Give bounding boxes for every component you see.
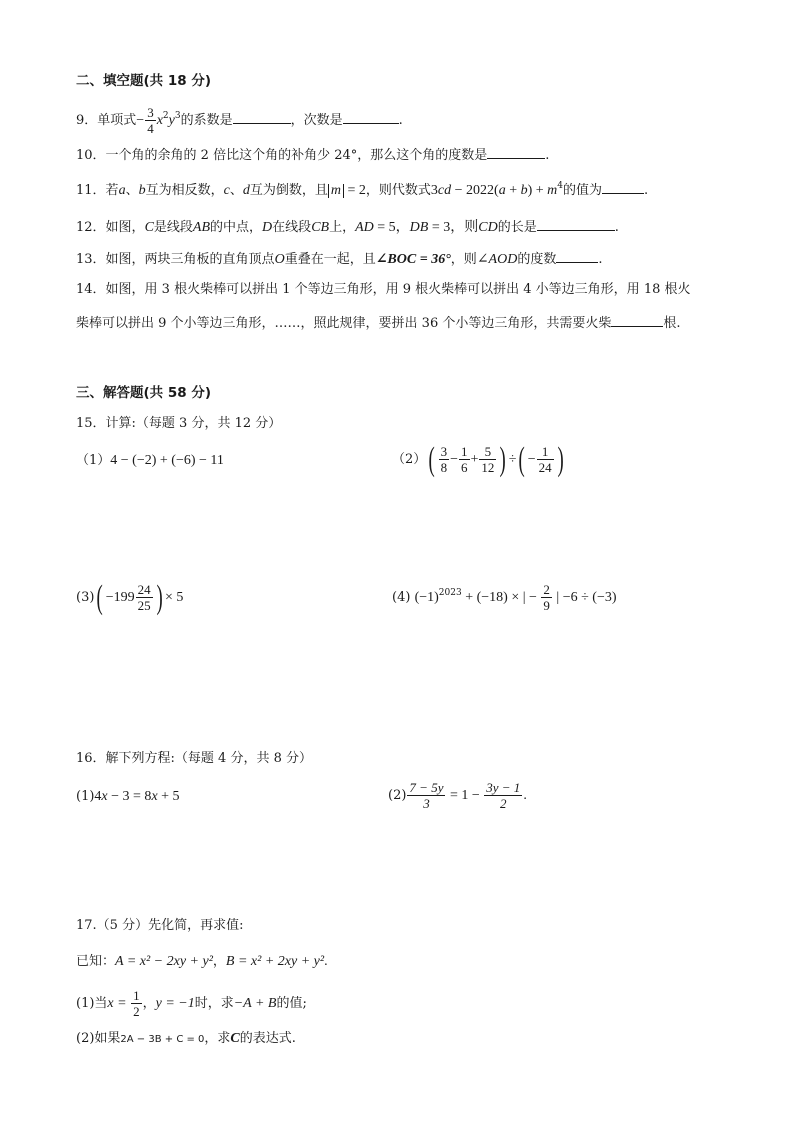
q15-p1-expr: 4 − (−2) + (−6) − 11 bbox=[110, 453, 224, 468]
q16-p2-f2d: 2 bbox=[500, 796, 507, 811]
q9-frac-den: 4 bbox=[147, 121, 154, 136]
q16-p1-b: − 3 = 8 bbox=[107, 789, 152, 804]
question-10 bbox=[76, 145, 549, 165]
q15-p2-label: （2） bbox=[392, 452, 427, 467]
q12-number: 12． bbox=[76, 220, 106, 235]
q15-p2-f3d: 12 bbox=[481, 460, 495, 475]
q13-t4: 的度数 bbox=[517, 252, 557, 267]
q16-p2-mid: = 1 − bbox=[446, 788, 484, 803]
q14-blank[interactable] bbox=[611, 313, 663, 327]
q17-p2-t: ，求 bbox=[204, 1031, 231, 1046]
q12-t2: 是线段 bbox=[153, 220, 193, 235]
q12-t1: 如图， bbox=[105, 220, 145, 235]
q15-p2-f4d: 24 bbox=[538, 460, 552, 475]
q11-expr1: 3 bbox=[430, 183, 438, 198]
q15-p2-neg: − bbox=[527, 452, 536, 467]
q12-t7: = 3，则 bbox=[428, 220, 479, 235]
q13-t2: 重叠在一起，且 bbox=[284, 252, 376, 267]
q16-title: 16．解下列方程:（每题 4 分，共 8 分） bbox=[76, 751, 312, 766]
q12-blank[interactable] bbox=[537, 217, 615, 231]
q11-number: 11． bbox=[76, 183, 106, 198]
q16-p1-x2: x bbox=[151, 789, 158, 804]
q12-CD: CD bbox=[478, 220, 498, 235]
q15-p4-base: (−1) bbox=[414, 590, 439, 605]
q9-text2: 的系数是 bbox=[180, 113, 233, 128]
q13-angle-boc: ∠BOC = 36° bbox=[375, 252, 451, 267]
q17-given-prefix: 已知： bbox=[76, 954, 116, 969]
section2-title: 二、填空题(共 18 分) bbox=[76, 73, 212, 89]
q14-line2a: 柴棒可以拼出 9 个小等边三角形，……，照此规律，要拼出 36 个小等边三角形，共需要火柴 bbox=[76, 316, 612, 331]
q17-p1-x: x = bbox=[107, 996, 131, 1011]
q15-p3-fn: 24 bbox=[137, 582, 151, 597]
q15-p3-neg: −199 bbox=[105, 590, 135, 605]
q15-p2-frac4 bbox=[537, 445, 554, 474]
question-12 bbox=[76, 217, 619, 237]
q17-p2-C: C bbox=[230, 1031, 240, 1046]
q11-a: a bbox=[118, 183, 126, 198]
q16-p2-end: . bbox=[523, 788, 527, 803]
q15-part4 bbox=[392, 578, 617, 618]
q11-ab-a: a bbox=[498, 183, 506, 198]
q12-end: . bbox=[614, 220, 619, 235]
q12-t3: 的中点， bbox=[210, 220, 263, 235]
q17-p2-end: 的表达式. bbox=[239, 1031, 296, 1046]
q17-p2-label: (2)如果 bbox=[76, 1031, 121, 1046]
q15-p3-fd: 25 bbox=[137, 598, 151, 613]
q16-p2-label: (2) bbox=[388, 788, 407, 803]
q11-d: d bbox=[242, 183, 250, 198]
q12-CB: CB bbox=[311, 220, 330, 235]
q15-p4-label: (4) bbox=[392, 590, 411, 605]
q11-b: b bbox=[138, 183, 146, 198]
q9-number: 9． bbox=[76, 113, 98, 128]
question-14-line1: 14．如图，用 3 根火柴棒可以拼出 1 个等边三角形，用 9 根火柴棒可以拼出 4 小等边三角形，用 18 根火 bbox=[76, 282, 691, 297]
q17-part2 bbox=[76, 1030, 296, 1049]
q11-c: c bbox=[223, 183, 230, 198]
q15-p2-f2n: 1 bbox=[461, 444, 468, 459]
q15-p3-label: (3) bbox=[76, 590, 95, 605]
section3-title: 三、解答题(共 58 分) bbox=[76, 385, 212, 401]
q9-fraction bbox=[145, 106, 156, 135]
question-11 bbox=[76, 180, 648, 200]
q12-t4: 在线段 bbox=[272, 220, 312, 235]
q15-part1 bbox=[76, 452, 224, 470]
q9-end: . bbox=[398, 113, 403, 128]
q13-blank[interactable] bbox=[556, 249, 598, 263]
q15-p2-frac1 bbox=[439, 445, 450, 474]
question-9 bbox=[76, 106, 403, 135]
q15-p4-frac bbox=[541, 583, 552, 612]
q15-p3-frac bbox=[136, 583, 153, 612]
q15-p4-fn: 2 bbox=[543, 582, 550, 597]
q10-text: 一个角的余角的 2 倍比这个角的补角少 24°，那么这个角的度数是 bbox=[105, 148, 488, 163]
q12-t8: 的长是 bbox=[497, 220, 537, 235]
question-14-line2 bbox=[76, 313, 680, 333]
q11-ab-b: b bbox=[520, 183, 528, 198]
q17-title: 17.（5 分）先化简，再求值: bbox=[76, 918, 244, 933]
q15-title: 15．计算:（每题 3 分，共 12 分） bbox=[76, 416, 282, 431]
q12-t5: 上， bbox=[329, 220, 356, 235]
q16-p2-f1n: 7 − 5y bbox=[409, 780, 444, 795]
q17-p1-frac bbox=[131, 989, 142, 1018]
q14-line2b: 根. bbox=[663, 316, 681, 331]
q11-rparen: ) bbox=[527, 183, 533, 198]
q15-p2-f4n: 1 bbox=[537, 445, 554, 460]
q15-p2-f1d: 8 bbox=[440, 460, 448, 475]
q11-lparen: ( bbox=[494, 183, 499, 198]
q17-comma: ， bbox=[212, 954, 226, 969]
q11-expr2: − 2022 bbox=[451, 183, 495, 198]
q11-t5: 的值为 bbox=[563, 183, 603, 198]
q15-p2-div: ÷ bbox=[508, 452, 517, 467]
q9-y-exp: 3 bbox=[174, 111, 181, 121]
q9-text1: 单项式 bbox=[97, 113, 137, 128]
q15-p2-lparen: ( bbox=[428, 440, 436, 478]
q17-A-expr: A = x² − 2xy + y² bbox=[115, 954, 213, 969]
q17-period: . bbox=[324, 954, 328, 969]
q9-y: y bbox=[168, 113, 175, 128]
q17-p1-fd: 2 bbox=[133, 1004, 140, 1019]
q10-end: . bbox=[545, 148, 550, 163]
q13-t1: 如图，两块三角板的直角顶点 bbox=[105, 252, 275, 267]
q16-p1-x1: x bbox=[101, 789, 108, 804]
q15-p4-exp: 2023 bbox=[438, 588, 462, 598]
q11-t4: ，则代数式 bbox=[365, 183, 431, 198]
q17-B-expr: B = x² + 2xy + y² bbox=[225, 954, 325, 969]
q17-p1-y: y = −1 bbox=[155, 996, 195, 1011]
q15-p2-f1n: 3 bbox=[440, 444, 448, 459]
q11-blank[interactable] bbox=[602, 180, 644, 194]
q15-p2-rparen: ) bbox=[499, 440, 507, 478]
q11-sep2: 、 bbox=[229, 183, 243, 198]
q15-p1-label: （1） bbox=[76, 453, 111, 468]
q15-p4-t2: | −6 ÷ (−3) bbox=[552, 590, 617, 605]
q12-AD: AD bbox=[355, 220, 374, 235]
q15-p4-t1: + (−18) × | − bbox=[461, 590, 541, 605]
q13-end: . bbox=[598, 252, 603, 267]
q11-t1: 若 bbox=[105, 183, 119, 198]
q15-part2 bbox=[392, 440, 566, 480]
q15-p2-minus: − bbox=[450, 452, 459, 467]
q15-p2-f2d: 6 bbox=[461, 460, 468, 475]
q9-x: x bbox=[156, 113, 163, 128]
q13-t3: ，则 bbox=[450, 252, 477, 267]
q15-p3-rparen: ) bbox=[156, 578, 163, 616]
q13-angle-aod: ∠AOD bbox=[476, 252, 518, 267]
q9-neg: − bbox=[136, 113, 145, 128]
q16-p2-f1d: 3 bbox=[423, 796, 430, 811]
q11-abs-m: m bbox=[328, 184, 344, 198]
q11-sep1: 、 bbox=[125, 183, 139, 198]
q11-m4: m bbox=[547, 183, 558, 198]
q15-p2-frac2 bbox=[459, 445, 470, 474]
q17-p1-expr: −A + B bbox=[233, 996, 277, 1011]
q16-p2-frac2 bbox=[484, 781, 522, 810]
q17-p1-fn: 1 bbox=[133, 988, 140, 1003]
q16-p2-f2n: 3y − 1 bbox=[486, 780, 521, 795]
q12-DB: DB bbox=[409, 220, 429, 235]
q9-text3: ，次数是 bbox=[290, 113, 343, 128]
q12-D: D bbox=[262, 220, 273, 235]
q16-p2-frac1 bbox=[407, 781, 445, 810]
q15-p3-lparen: ( bbox=[96, 578, 104, 616]
q17-given bbox=[76, 953, 328, 971]
q10-number: 10． bbox=[76, 148, 106, 163]
q10-blank[interactable] bbox=[487, 145, 545, 159]
q17-part1 bbox=[76, 984, 307, 1024]
q11-cd: cd bbox=[437, 183, 452, 198]
q15-p2-f3n: 5 bbox=[479, 445, 496, 460]
q11-expr3: + bbox=[532, 183, 548, 198]
q15-p3-times: × 5 bbox=[164, 590, 184, 605]
q15-p2-rparen2: ) bbox=[557, 440, 564, 478]
q15-p4-fd: 9 bbox=[543, 598, 550, 613]
q9-blank-1[interactable] bbox=[233, 110, 291, 124]
q17-p2-expr: 2A − 3B + C = 0 bbox=[120, 1034, 205, 1045]
q16-part1 bbox=[76, 788, 180, 806]
q9-x-exp: 2 bbox=[162, 111, 169, 121]
q13-O: O bbox=[274, 252, 285, 267]
q16-p1-c: + 5 bbox=[157, 789, 180, 804]
q11-end: . bbox=[644, 183, 649, 198]
question-13 bbox=[76, 249, 602, 269]
q15-p2-lparen2: ( bbox=[518, 440, 526, 478]
q17-p1-t: 时，求 bbox=[194, 996, 234, 1011]
q11-t3: 互为倒数，且 bbox=[249, 183, 328, 198]
q13-number: 13． bbox=[76, 252, 106, 267]
q9-frac-num: 3 bbox=[147, 105, 154, 120]
q16-p1-a: 4 bbox=[94, 789, 102, 804]
q15-part3 bbox=[76, 578, 183, 618]
q15-p2-plus: + bbox=[470, 452, 479, 467]
q16-p1-label: (1) bbox=[76, 789, 95, 804]
q11-m4-exp: 4 bbox=[557, 181, 564, 191]
q16-part2 bbox=[388, 776, 527, 816]
q15-p2-frac3 bbox=[479, 445, 496, 474]
q12-C: C bbox=[144, 220, 154, 235]
q12-t6: = 5， bbox=[373, 220, 410, 235]
q11-t2: 互为相反数， bbox=[145, 183, 224, 198]
q11-ab-plus: + bbox=[505, 183, 521, 198]
q17-p1-label: (1)当 bbox=[76, 996, 108, 1011]
q17-p1-mid: ， bbox=[142, 996, 156, 1011]
q9-blank-2[interactable] bbox=[343, 110, 399, 124]
q17-p1-end: 的值; bbox=[276, 996, 307, 1011]
q12-AB: AB bbox=[192, 220, 211, 235]
q11-eq: = 2 bbox=[343, 183, 366, 198]
